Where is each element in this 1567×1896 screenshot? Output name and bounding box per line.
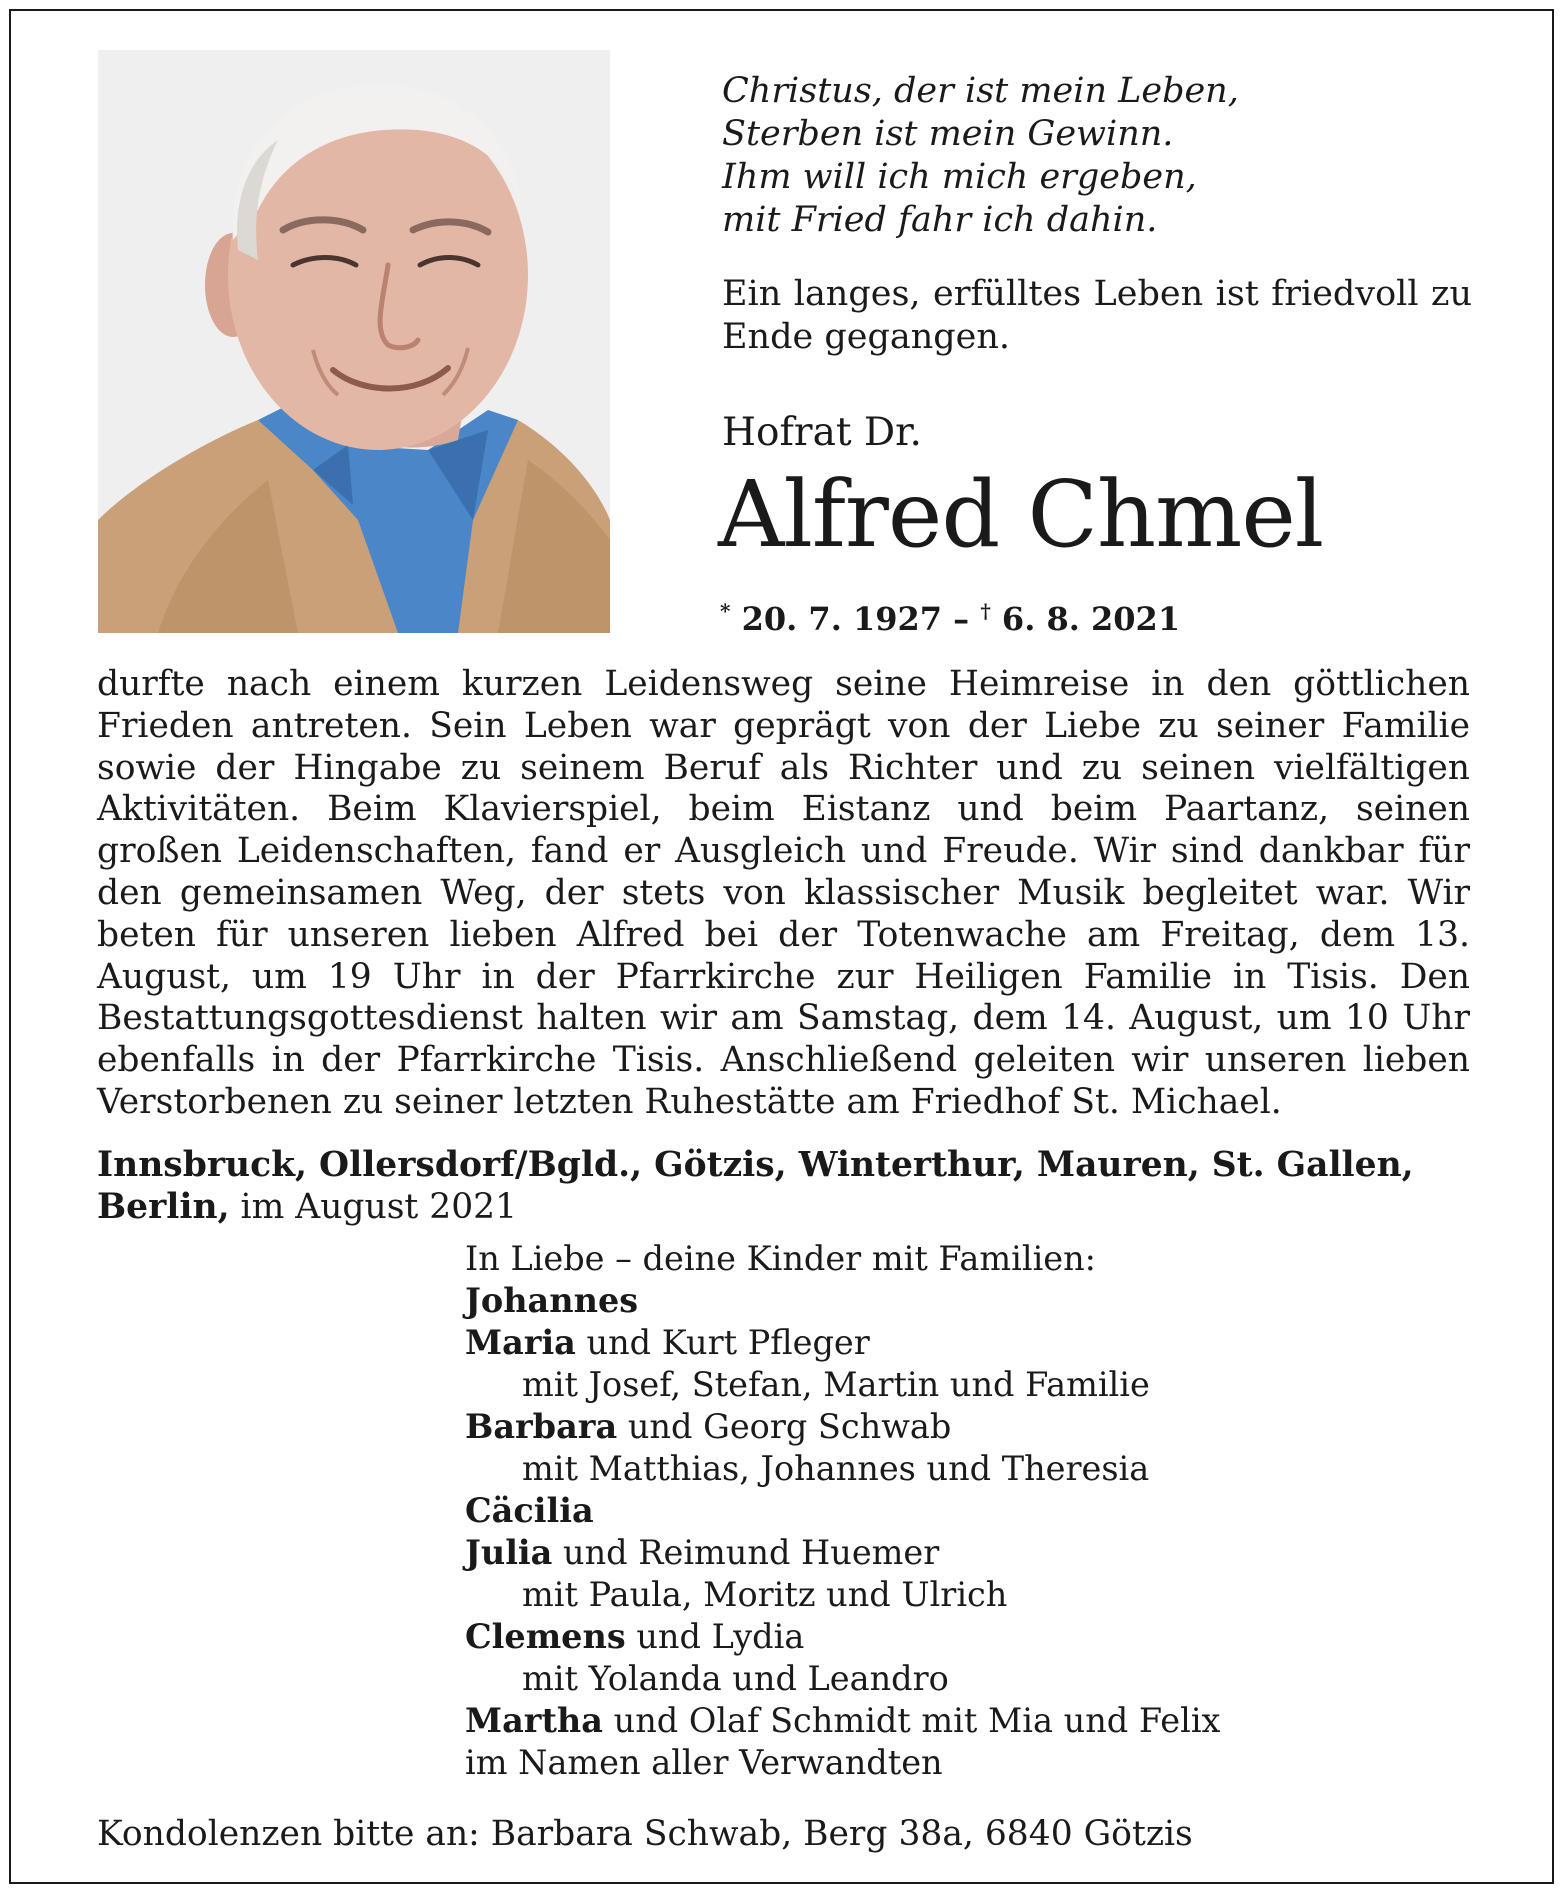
condolence-address: Kondolenzen bitte an: Barbara Schwab, Berg 38a, 6840 Götzis [97,1814,1193,1854]
birth-date: 20. 7. 1927 [741,600,943,638]
family-grandchildren: mit Matthias, Johannes und Theresia [522,1449,1150,1488]
places-list: Innsbruck, Ollersdorf/Bgld., Götzis, Winterthur, Mauren, St. Gallen, Berlin, [97,1145,1414,1227]
family-member-name: Clemens [465,1617,626,1656]
family-member-detail: und Reimund Huemer [552,1533,940,1572]
death-date: 6. 8. 2021 [1001,600,1181,638]
family-entry [465,1532,1465,1574]
life-dates [720,591,1180,639]
verse-line: Ihm will ich mich ergeben, [722,157,1197,197]
family-member-name: Johannes [465,1281,639,1320]
family-member-detail: und Olaf Schmidt mit Mia und Felix [602,1701,1221,1740]
family-list [465,1238,1465,1784]
family-heading: In Liebe – deine Kinder mit Familien: [465,1239,1096,1278]
places-date: im August 2021 [229,1187,518,1227]
family-entry [465,1700,1465,1742]
family-member-name: Maria [465,1323,576,1362]
verse-line: mit Fried fahr ich dahin. [722,200,1158,240]
deceased-name: Alfred Chmel [718,461,1324,568]
date-separator: – [942,600,981,638]
family-grandchildren: mit Josef, Stefan, Martin und Familie [522,1365,1150,1404]
family-member-name: Barbara [465,1407,618,1446]
places-line [97,1144,1477,1228]
family-member-detail: und Georg Schwab [617,1407,952,1446]
family-member-name: Julia [465,1533,553,1572]
honorific-title: Hofrat Dr. [722,410,922,455]
family-member-detail: und Kurt Pfleger [575,1323,870,1362]
family-entry [465,1406,1465,1448]
death-symbol: † [980,599,991,623]
intro-text: Ein langes, erfülltes Leben ist friedvoll zu Ende gegangen. [722,274,1472,357]
family-grandchildren: mit Yolanda und Leandro [522,1659,949,1698]
family-member-name: Martha [465,1701,603,1740]
verse-line: Sterben ist mein Gewinn. [722,114,1174,154]
family-entry [465,1280,1465,1322]
family-closing: im Namen aller Verwandten [465,1743,943,1782]
bible-verse [722,70,1482,242]
verse-line: Christus, der ist mein Leben, [722,71,1239,111]
family-entry [465,1322,1465,1364]
portrait-photo [98,50,610,633]
family-member-name: Cäcilia [465,1491,594,1530]
family-member-detail: und Lydia [625,1617,805,1656]
family-entry [465,1616,1465,1658]
portrait-illustration [98,50,610,633]
obituary-body: durfte nach einem kurzen Leidensweg seine Heimreise in den göttlichen Frieden antreten. Sein Leben war geprägt von der Liebe zu seiner Familie sowie der Hingabe zu seinem Beruf als Richter und zu seinen vielfältigen Aktivitäten. Beim Klavierspiel, beim Eistanz und beim Paartanz, seinen großen Leidenschaften, fand er Ausgleich und Freude. Wir sind dankbar für den gemeinsamen Weg, der stets von klassischer Musik begleitet war. Wir beten für unseren lieben Alfred bei der Totenwache am Freitag, dem 13. August, um 19 Uhr in der Pfarrkirche zur Heiligen Familie in Tisis. Den Bestattungsgottesdienst halten wir am Samstag, dem 14. August, um 10 Uhr ebenfalls in der Pfarrkirche Tisis. Anschließend geleiten wir unseren lieben Verstorbenen zu seiner letzten Ruhestätte am Friedhof St. Michael. [97,664,1470,1122]
family-entry [465,1490,1465,1532]
family-grandchildren: mit Paula, Moritz und Ulrich [522,1575,1008,1614]
birth-symbol: * [720,599,731,623]
